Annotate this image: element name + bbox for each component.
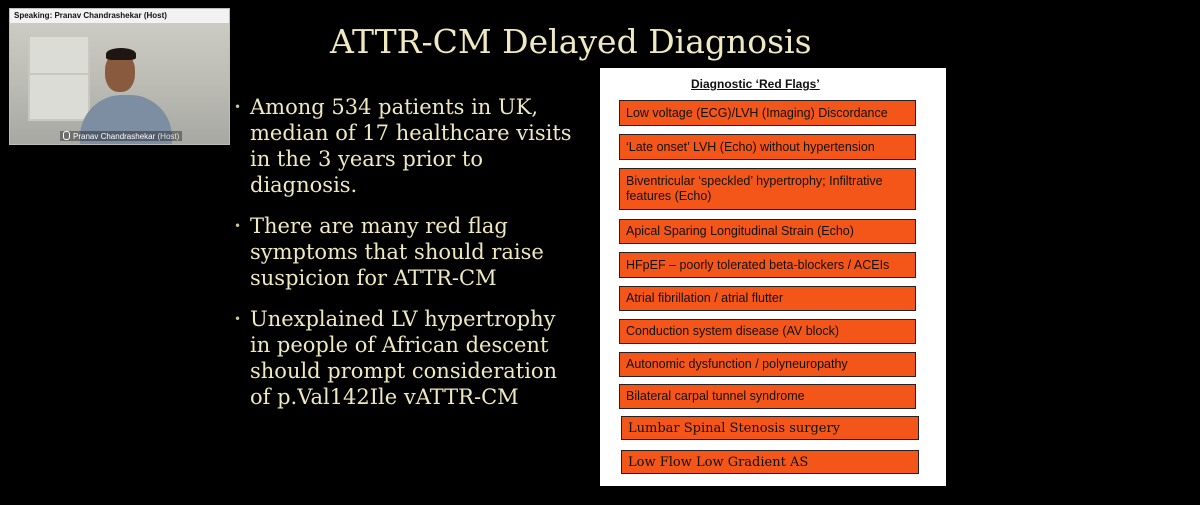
bullet-item: [232, 94, 577, 198]
participant-name-label: [60, 131, 182, 141]
participant-hair: [106, 48, 136, 60]
bullet-marker: •: [234, 219, 242, 233]
bullet-marker: •: [234, 100, 242, 114]
red-flags-title: Diagnostic ‘Red Flags’: [691, 77, 820, 91]
red-flag-item: Apical Sparing Longitudinal Strain (Echo): [619, 219, 916, 244]
microphone-icon: [63, 131, 70, 140]
slide-title: ATTR-CM Delayed Diagnosis: [330, 22, 812, 61]
red-flag-item: Low voltage (ECG)/LVH (Imaging) Discordance: [619, 100, 916, 126]
bullet-text: Among 534 patients in UK, median of 17 healthcare visits in the 3 years prior to diagnosis.: [250, 95, 572, 197]
bullet-list: [232, 94, 577, 425]
bullet-item: [232, 213, 577, 291]
red-flag-item: Low Flow Low Gradient AS: [621, 450, 919, 474]
red-flag-item: Conduction system disease (AV block): [619, 319, 916, 344]
background-window: [28, 35, 90, 121]
bullet-text: There are many red flag symptoms that should raise suspicion for ATTR-CM: [250, 214, 544, 290]
red-flags-panel: [600, 68, 946, 486]
red-flag-item: Autonomic dysfunction / polyneuropathy: [619, 352, 916, 377]
participant-name: Pranav Chandrashekar: [73, 132, 156, 141]
bullet-marker: •: [234, 312, 242, 326]
red-flag-item: Bilateral carpal tunnel syndrome: [619, 384, 916, 409]
participant-role: (Host): [157, 132, 180, 141]
speaking-indicator: Speaking: Pranav Chandrashekar (Host): [10, 9, 229, 23]
red-flag-item: Biventricular ‘speckled’ hypertrophy; Infiltrative features (Echo): [619, 168, 916, 210]
participant-video-tile[interactable]: [9, 8, 230, 145]
bullet-text: Unexplained LV hypertrophy in people of African descent should prompt consideration of p.Val142Ile vATTR-CM: [250, 307, 558, 409]
red-flag-item: Lumbar Spinal Stenosis surgery: [621, 416, 919, 440]
red-flag-item: HFpEF – poorly tolerated beta-blockers / ACEIs: [619, 252, 916, 278]
red-flag-item: Atrial fibrillation / atrial flutter: [619, 286, 916, 311]
red-flag-item: ‘Late onset’ LVH (Echo) without hypertension: [619, 134, 916, 160]
bullet-item: [232, 306, 577, 410]
